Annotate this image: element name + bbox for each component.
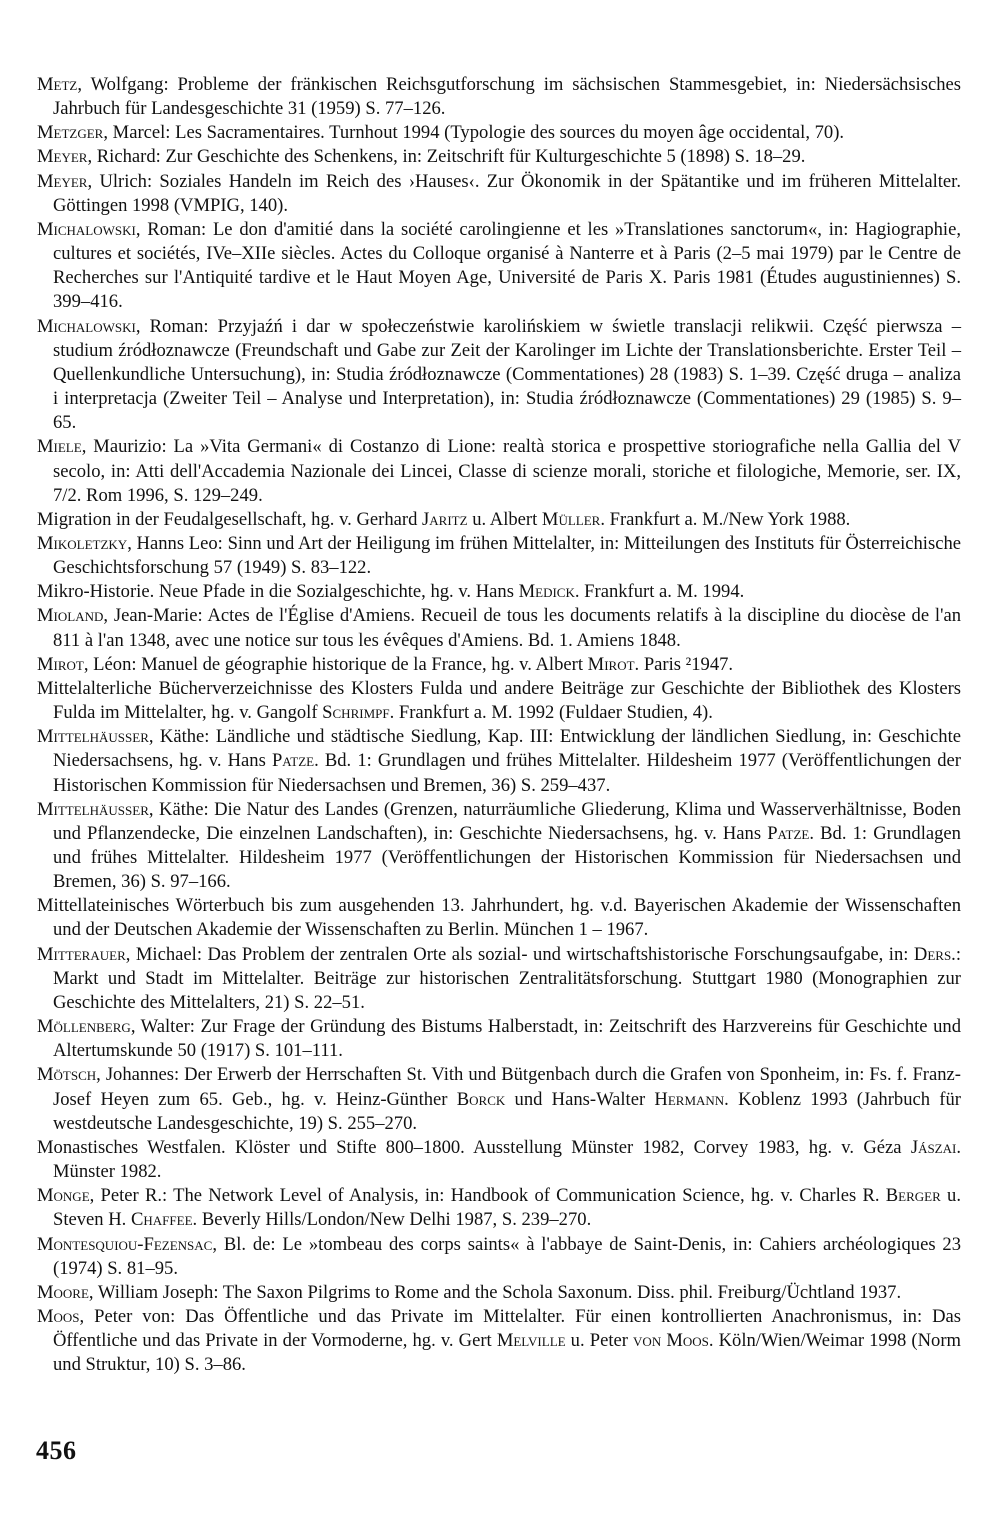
entry-text: , Ulrich: Soziales Handeln im Reich des ›Hauses‹. Zur Ökonomik in der Spätantike und im früheren Mittelalter. Göttingen 1998 (VMPIG, 140). (53, 170, 961, 216)
entry-text: u. Steven H. (53, 1185, 961, 1231)
bibliography-entry (37, 121, 961, 145)
entry-text: , Käthe: Ländliche und städtische Siedlung, Kap. III: Entwicklung der ländlichen Siedlung, in: Geschichte Niedersachsens, hg. v. Hans (53, 726, 961, 772)
entry-text: u. Albert (467, 508, 542, 530)
entry-text: , Käthe: Die Natur des Landes (Grenzen, naturräumliche Gliederung, Klima und Wasserverhältnisse, Boden und Pflanzendecke, Die einzelnen Landschaften), in: Geschichte Niedersachsens, hg. v. Hans (53, 798, 961, 844)
bibliography-entry (37, 1136, 961, 1184)
bibliography-entry (37, 1281, 961, 1305)
bibliography-entry (37, 435, 961, 507)
author-name: Mötsch (37, 1064, 97, 1086)
entry-text: , Michael: Das Problem der zentralen Orte als sozial- und wirtschaftshistorische Forschungsaufgabe, in: (125, 943, 914, 965)
bibliography-entry (37, 1015, 961, 1063)
entry-text: . Münster 1982. (53, 1136, 961, 1183)
bibliography-entry (37, 315, 961, 436)
author-name: Michalowski (37, 315, 136, 337)
bibliography-entry (37, 798, 961, 895)
author-name: Hermann (654, 1088, 725, 1110)
entry-text: , Hanns Leo: Sinn und Art der Heiligung im frühen Mittelalter, in: Mitteilungen des Instituts für Österreichische Geschichtsforschung 57 (1949) S. 83–122. (53, 532, 961, 579)
entry-text: Mittellateinisches Wörterbuch bis zum ausgehenden 13. Jahrhundert, hg. v.d. Bayerischen Akademie der Wissenschaften und der Deutschen Akademie der Wissenschaften zu Berlin. München 1 – 1967. (37, 895, 961, 941)
author-name: Moore (37, 1281, 89, 1303)
bibliography-entry (37, 580, 961, 604)
author-name: Meyer (37, 170, 88, 192)
entry-text: , Jean-Marie: Actes de l'Église d'Amiens. Recueil de tous les documents relatifs à la discipline du diocèse de l'an 811 à l'an 1348, avec une notice sur tous les évêques d'Amiens. Bd. 1. Amiens 1848. (53, 605, 961, 651)
entry-text: . Koblenz 1993 (Jahrbuch für westdeutsche Landesgeschichte, 19) S. 255–270. (53, 1088, 961, 1134)
author-name: Mikoletzky (37, 532, 128, 554)
bibliography-entry (37, 73, 961, 121)
entry-text: Mittelalterliche Bücherverzeichnisse des Klosters Fulda und andere Beiträge zur Geschichte der Bibliothek des Klosters Fulda im Mittelalter, hg. v. Gangolf (37, 677, 961, 724)
entry-text: , Roman: Le don d'amitié dans la société carolingienne et les »Translationes sanctorum«, in: Hagiographie, cultures et sociétés, IVe–XIIe siècles. Actes du Colloque organisé à Nanterre et à Paris (2–5 mai 1979) par le Centre de Recherches sur l'Antiquité tardive et le Haut Moyen Age, Université de Paris X. Paris 1981 (Études augustiniennes) S. 399–416. (53, 218, 961, 313)
author-name: Patze (271, 750, 315, 772)
author-name: Jászai (910, 1136, 957, 1158)
bibliography-entry (37, 677, 961, 725)
author-name: Schrimpf (322, 702, 390, 724)
page-number: 456 (36, 1436, 77, 1465)
entry-text: , Walter: Zur Frage der Gründung des Bistums Halberstadt, in: Zeitschrift des Harzvereins für Geschichte und Altertumskunde 50 (1917) S. 101–111. (53, 1016, 961, 1062)
bibliography-entry (37, 894, 961, 942)
entry-text: . Frankfurt a. M. 1992 (Fuldaer Studien, 4). (389, 702, 713, 724)
bibliography-entry (37, 943, 961, 1015)
author-name: Ders. (913, 943, 956, 965)
entry-text: und Hans-Walter (505, 1088, 655, 1110)
author-name: Borck (456, 1088, 506, 1110)
author-name: Möllenberg (37, 1016, 131, 1038)
bibliography-entry (37, 218, 961, 315)
bibliography-list (37, 73, 961, 1377)
entry-text: . Beverly Hills/London/New Delhi 1987, S. 239–270. (192, 1209, 592, 1231)
author-name: Monge (37, 1185, 90, 1207)
author-name: Melville (496, 1330, 566, 1352)
author-name: Mitterauer (37, 943, 126, 965)
entry-text: Mikro-Historie. Neue Pfade in die Sozialgeschichte, hg. v. Hans (37, 581, 519, 603)
entry-text: , Peter von: Das Öffentliche und das Private im Mittelalter. Für einen kontrollierten Anachronismus, in: Das Öffentliche und das Private in der Vormoderne, hg. v. Gert (53, 1305, 961, 1352)
bibliography-entry (37, 1233, 961, 1281)
entry-text: , Johannes: Der Erwerb der Herrschaften St. Vith und Bütgenbach durch die Grafen von Sponheim, in: Fs. f. Franz-Josef Heyen zum 65. Geb., hg. v. Heinz-Günther (53, 1064, 961, 1110)
entry-text: , Bl. de: Le »tombeau des corps saints« à l'abbaye de Saint-Denis, in: Cahiers archéologiques 23 (1974) S. 81–95. (53, 1233, 961, 1279)
author-name: Mittelhäusser (37, 726, 149, 748)
entry-text: , Marcel: Les Sacramentaires. Turnhout 1994 (Typologie des sources du moyen âge occidental, 70). (103, 122, 845, 144)
bibliography-entry (37, 1184, 961, 1232)
entry-text: . Köln/Wien/Weimar 1998 (Norm und Struktur, 10) S. 3–86. (53, 1330, 962, 1376)
author-name: Patze (767, 822, 810, 844)
entry-text: . Frankfurt a. M. 1994. (574, 581, 745, 603)
author-name: Michalowski (37, 218, 136, 240)
bibliography-entry (37, 145, 961, 169)
bibliography-entry (37, 604, 961, 652)
author-name: Jaritz (422, 508, 468, 530)
author-name: Müller (541, 508, 601, 530)
bibliography-entry (37, 1305, 961, 1377)
entry-text: , Léon: Manuel de géographie historique de la France, hg. v. Albert (83, 653, 588, 675)
entry-text: u. Peter (565, 1330, 634, 1352)
entry-text: : Markt und Stadt im Mittelalter. Beiträge zur historischen Zentralitätsforschung. Stuttgart 1980 (Monographien zur Geschichte des Mittelalters, 21) S. 22–51. (53, 943, 961, 1013)
author-name: Miele (37, 436, 82, 458)
entry-text: . Bd. 1: Grundlagen und frühes Mittelalter. Hildesheim 1977 (Veröffentlichungen der Historischen Kommission für Niedersachsen und Bremen, 36) S. 97–166. (53, 822, 961, 893)
entry-text: , Peter R.: The Network Level of Analysis, in: Handbook of Communication Science, hg. v. Charles R. (89, 1185, 886, 1207)
bibliography-entry (37, 170, 961, 218)
entry-text: , Richard: Zur Geschichte des Schenkens, in: Zeitschrift für Kulturgeschichte 5 (1898) S. 18–29. (87, 146, 806, 168)
author-name: Metzger (37, 122, 104, 144)
author-name: Mioland (37, 605, 104, 627)
bibliography-entry (37, 508, 961, 532)
author-name: Moos (37, 1305, 80, 1327)
author-name: Berger (885, 1185, 941, 1207)
bibliography-entry (37, 532, 961, 580)
author-name: Mirot (37, 653, 84, 675)
author-name: von Moos (633, 1330, 709, 1352)
bibliography-entry (37, 725, 961, 797)
entry-text: . Frankfurt a. M./New York 1988. (600, 508, 851, 530)
author-name: Chaffee (130, 1209, 193, 1231)
entry-text: , Maurizio: La »Vita Germani« di Costanzo di Lione: realtà storica e prospettive storiografiche nella Gallia del V secolo, in: Atti dell'Accademia Nazionale dei Lincei, Classe di scienze morali, storiche et filologiche, Memorie, ser. IX, 7/2. Rom 1996, S. 129–249. (53, 436, 961, 506)
author-name: Metz (37, 74, 78, 95)
author-name: Montesquiou-Fezensac (37, 1233, 213, 1255)
author-name: Medick (518, 581, 575, 603)
bibliography-entry (37, 1063, 961, 1135)
entry-text: . Paris ²1947. (634, 653, 734, 675)
entry-text: , Roman: Przyjaźń i dar w społeczeństwie karolińskiem w świetle translacji relikwii. Część pierwsza – studium źródłoznawcze (Freundschaft und Gabe zur Zeit der Karolinger im Lichte der Translationsberichte. Erster Teil – Quellenkundliche Untersuchung), in: Studia źródłoznawcze (Commentationes) 28 (1983) S. 1–39. Część druga – analiza i interpretacja (Zweiter Teil – Analyse und Interpretation), in: Studia źródłoznawcze (Commentationes) 29 (1985) S. 9–65. (53, 315, 961, 434)
entry-text: , William Joseph: The Saxon Pilgrims to Rome and the Schola Saxonum. Diss. phil. Freiburg/Üchtland 1937. (88, 1281, 902, 1303)
author-name: Mirot (587, 653, 635, 675)
entry-text: Monastisches Westfalen. Klöster und Stifte 800–1800. Ausstellung Münster 1982, Corvey 1983, hg. v. Géza (37, 1136, 911, 1158)
entry-text: Migration in der Feudalgesellschaft, hg. v. Gerhard (37, 508, 423, 530)
bibliography-entry (37, 653, 961, 677)
entry-text: , Wolfgang: Probleme der fränkischen Reichsgutforschung im sächsischen Stammesgebiet, in: Niedersächsisches Jahrbuch für Landesgeschichte 31 (1959) S. 77–126. (53, 74, 961, 120)
author-name: Mittelhäusser (37, 798, 149, 820)
author-name: Meyer (37, 146, 88, 168)
entry-text: . Bd. 1: Grundlagen und frühes Mittelalter. Hildesheim 1977 (Veröffentlichungen der Historischen Kommission für Niedersachsen und Bremen, 36) S. 259–437. (53, 750, 961, 796)
